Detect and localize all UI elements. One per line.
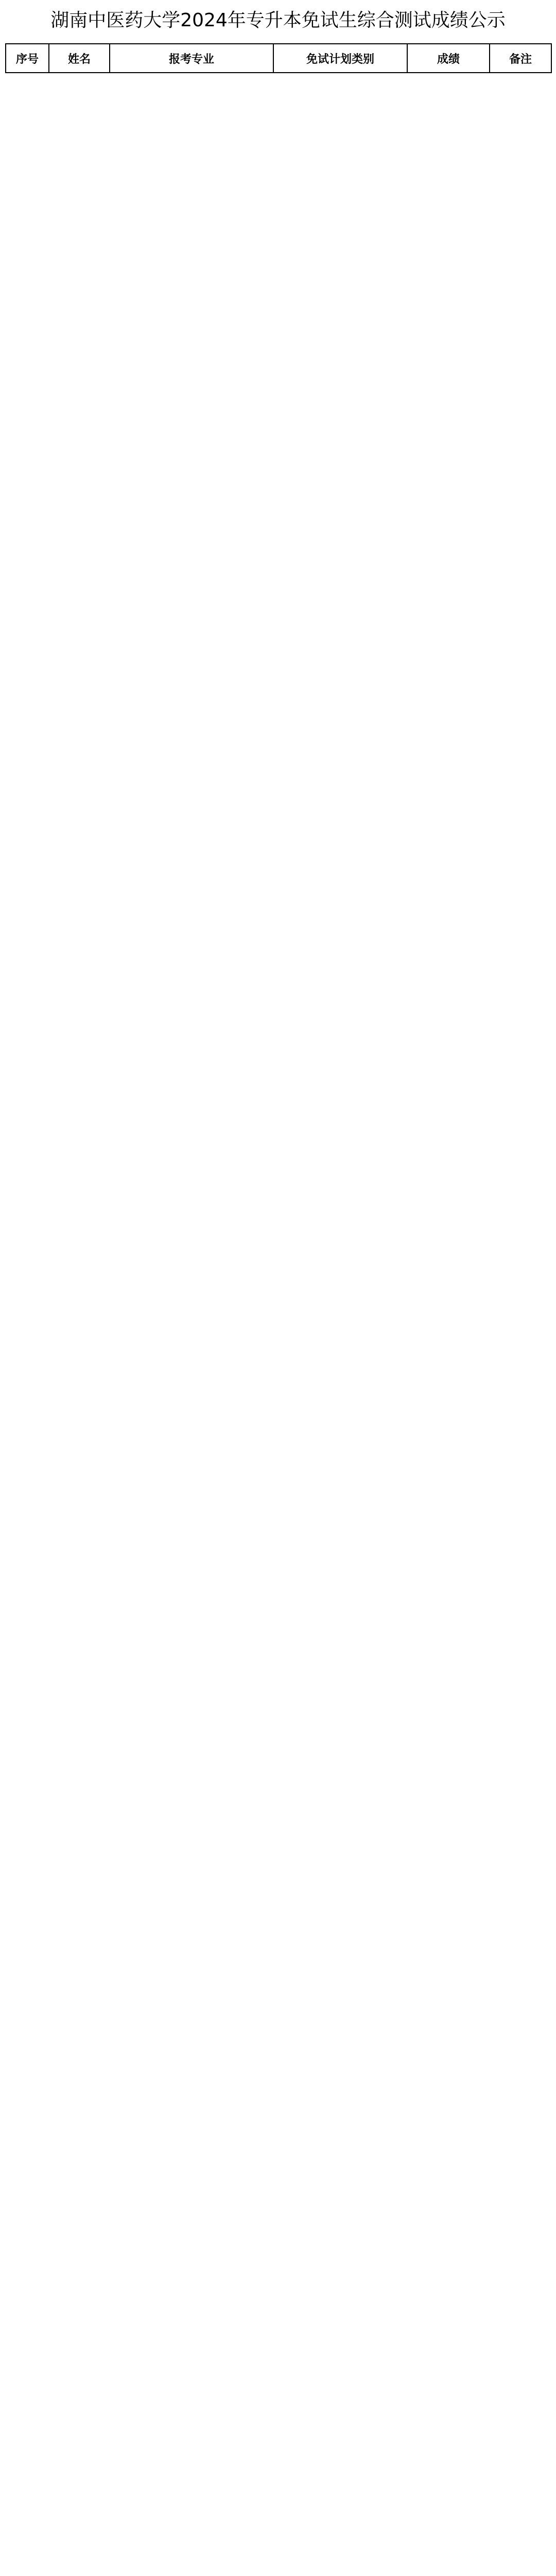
page-title: 湖南中医药大学2024年专升本免试生综合测试成绩公示 (50, 10, 506, 31)
header-name: 姓名 (49, 44, 110, 72)
score-table (5, 43, 552, 73)
header-remark: 备注 (490, 44, 552, 72)
header-index: 序号 (6, 44, 49, 72)
header-category: 免试计划类别 (274, 44, 408, 72)
table-header-row (6, 44, 552, 73)
header-score: 成绩 (408, 44, 490, 72)
header-major: 报考专业 (110, 44, 274, 72)
